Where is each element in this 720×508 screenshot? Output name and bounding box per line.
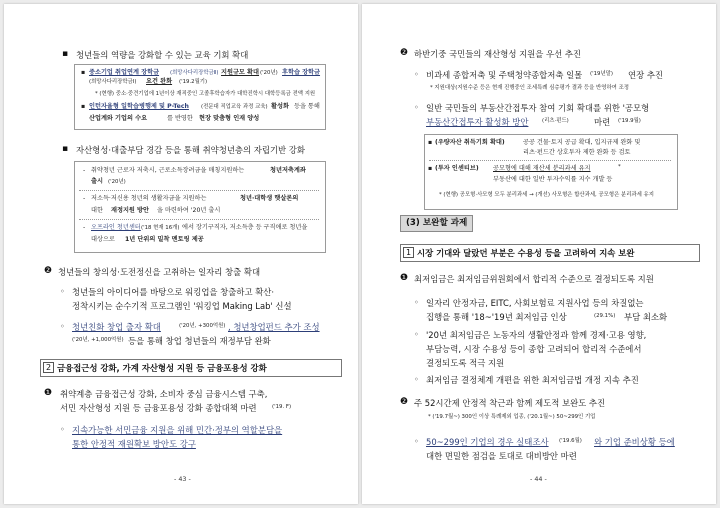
text-fragment: 을 마련하여 '20년 출시: [157, 207, 221, 214]
text-fragment: 지원규모 확대: [221, 69, 260, 76]
heading-creativity: 청년들의 창의성·도전정신을 고취하는 일자리 창출 확대: [58, 267, 261, 277]
text-fragment: (우량자산 취득기회 확대): [435, 139, 505, 146]
text-fragment: 후학습 장학금: [282, 69, 321, 76]
section-header-supplement: (3) 보완할 과제: [400, 215, 473, 232]
text-fragment: 공모형에 대해 재산세 분리과세 유지: [493, 165, 591, 172]
text-fragment: ▪: [81, 103, 86, 110]
text-fragment: 를 반영한: [167, 115, 193, 122]
text-fragment: ◦: [414, 330, 419, 339]
text-fragment: 청년·대학생 햇살론의: [240, 195, 299, 202]
text-fragment: ('19.6월): [559, 438, 582, 444]
text-fragment: ◦: [414, 103, 419, 112]
text-fragment: 출시: [91, 178, 103, 185]
text-fragment: ▪: [428, 165, 433, 172]
page-44: [362, 4, 716, 504]
text-fragment: 취약계층 금융접근성 강화, 소비자 중심 금융시스템 구축,: [60, 389, 268, 399]
text-fragment: ❶: [400, 273, 409, 283]
text-fragment: -: [83, 195, 86, 202]
text-fragment: 오프라인 청년센터: [91, 224, 141, 231]
text-fragment: ◦: [414, 298, 419, 307]
text-fragment: ◦: [60, 425, 65, 434]
text-fragment: ▪: [62, 144, 69, 154]
text-fragment: ❷: [400, 48, 409, 58]
text-fragment: 부동산에 대한 일반 투자수익률 지수 개발 등: [493, 176, 613, 183]
page-number: - 43 -: [174, 475, 191, 483]
text-fragment: 일반 국민들의 부동산간접투자 참여 기회 확대를 위한 '공모형: [426, 103, 650, 113]
page-number: - 44 -: [530, 475, 547, 483]
text-fragment: ('20년): [260, 70, 278, 76]
text-fragment: 서민 자산형성 지원 등 금융포용성 강화 종합대책 마련: [60, 403, 257, 413]
text-fragment: 금융접근성 강화, 가계 자산형성 지원 등 금융포용성 강화: [57, 363, 267, 373]
item-education: 청년들의 역량을 강화할 수 있는 교육 기회 확대: [76, 50, 249, 60]
info-box-education: [74, 64, 326, 130]
info-box-reit: [424, 134, 678, 210]
text-fragment: * (현행) 공모형·사모형 모두 분리과세 → (개선) 사모형은 합산과세, 공모형은 분리과세 유지: [439, 192, 654, 198]
text-fragment: ◦: [414, 70, 419, 79]
info-box-asset: [74, 161, 326, 253]
text-fragment: ◦: [60, 322, 65, 331]
bullet: ▪: [62, 49, 69, 59]
text-fragment: 부담능력, 시장 수용성 등이 종합 고려되어 합리적 수준에서: [426, 344, 642, 354]
heading-asset: 하반기중 국민들의 재산형성 지원을 우선 추진: [414, 49, 582, 59]
text-fragment: 연장 추진: [628, 70, 664, 80]
item-asset-formation: 자산형성·대출부담 경감 등을 통해 취약청년층의 자립기반 강화: [76, 145, 305, 155]
text-fragment: 일자리 안정자금, EITC, 사회보험료 지원사업 등의 차질없는: [426, 298, 644, 308]
text-fragment: (리츠·펀드): [542, 118, 569, 124]
text-fragment: 시장 기대와 달랐던 부분은 수용성 등을 고려하여 지속 보완: [417, 248, 635, 258]
text-fragment: 등을 통해: [294, 103, 320, 110]
text-fragment: 청년저축계좌: [270, 167, 306, 174]
text-fragment: 활성화: [271, 103, 289, 110]
text-fragment: *: [618, 164, 621, 170]
text-fragment: * ('19.7월~) 300인 이상 특례제외 업종, ('20.1월~) 50~299인 기업: [428, 414, 596, 420]
text-fragment: 최저임금 결정체계 개편을 위한 최저임금법 개정 지속 추진: [426, 375, 639, 385]
text-scholarship: 중소기업 취업연계 장학금: [89, 69, 160, 76]
text-fragment: 정착시키는 순수기적 프로그램인 '워킹업 Making Lab' 신설: [72, 301, 292, 311]
text-fragment: ('19.9월): [618, 118, 641, 124]
list-number: ❷: [44, 266, 53, 276]
text-fragment: , 청년창업펀드 추가 조성: [228, 322, 320, 332]
text-fragment: ('19년말): [590, 71, 613, 77]
text-fragment: -: [83, 167, 86, 174]
footnote-scholarship: * (현행) 중소·중견기업에 1년이상 재직중인 고졸후학습자가 대학진학시 대학등록금 전액 지원: [95, 91, 316, 97]
text-fragment: 대한: [91, 207, 103, 214]
text-fragment: ('20년, +1,000억원): [72, 337, 124, 343]
text-fragment: 결정되도록 적극 지원: [426, 358, 505, 368]
text-fragment: 공공 건물·토지 공급 확대, 입지규제 완화 및: [523, 139, 641, 146]
text-fragment: 청년들의 아이디어를 바탕으로 워킹업을 창출하고 확산·: [72, 287, 275, 297]
text-fragment: 요건 완화: [146, 78, 173, 85]
text-fragment: 저소득·저신용 청년의 생활자금을 지원하는: [91, 195, 207, 202]
text-fragment: (희망사다리장학금Ⅰ): [89, 79, 137, 85]
text-fragment: 현장 맞춤형 인재 양성: [199, 115, 260, 122]
text-fragment: (투자 인센티브): [435, 165, 479, 172]
text-fragment: 대상으로: [91, 236, 115, 243]
text-fragment: 부동산간접투자 활성화 방안: [426, 117, 529, 127]
text-fragment: 에서 장기구직자, 저소득층 등 구직애로 청년을: [182, 224, 308, 231]
page-43: [4, 4, 358, 504]
text-fragment: (전문대 직업교육 과정 교육): [201, 104, 268, 110]
text-fragment: ◦: [414, 437, 419, 446]
text-fragment: * 지원대상(지원수준 등은 현재 진행중인 조세특례 심층평가 결과 등을 반영하여 조정: [430, 85, 629, 91]
text-fragment: ('20년, +300억원): [179, 323, 226, 329]
text-fragment: 리츠·펀드간 상호투자 제한 완화 등 검토: [523, 149, 631, 156]
text-fragment: 집행을 통해 '18~'19년 최저임금 인상: [426, 312, 567, 322]
text-fragment: ('19. F): [272, 404, 292, 410]
text-fragment: 최저임금은 최저임금위원회에서 합리적 수준으로 결정되도록 지원: [414, 274, 654, 284]
text-fragment: 통한 안정적 재원확보 방안도 강구: [72, 439, 196, 449]
text-fragment: 비과세 종합저축 및 주택청약종합저축 일몰: [426, 70, 583, 80]
text-fragment: ◦: [414, 375, 419, 384]
text-fragment: 취약청년 근로자 저축시, 근로소득장려금을 매칭지원하는: [91, 167, 245, 174]
text-fragment: 마련: [594, 117, 611, 127]
text-fragment: ❶: [44, 388, 53, 398]
text-fragment: 등을 통해 창업 청년들의 재정부담 완화: [128, 336, 271, 346]
text-fragment: 주 52시간제 안정적 착근과 함께 제도적 보완도 추진: [414, 398, 606, 408]
text-fragment: 대한 면밀한 점검을 토대로 대비방안 마련: [426, 451, 577, 461]
text-fragment: ('20년): [108, 179, 126, 185]
text-fragment: 와 기업 준비상황 등에: [594, 437, 675, 447]
text-fragment: 청년친화 창업 출자 확대: [72, 322, 161, 332]
text-fragment: 50~299인 기업의 경우 실태조사: [426, 437, 549, 447]
text-fragment: (29.1%): [594, 313, 616, 319]
text-fragment: (희망사다리장학금Ⅱ): [170, 70, 219, 76]
text-fragment: ▪: [81, 69, 86, 76]
text-fragment: ◦: [60, 287, 65, 296]
text-fragment: -: [83, 224, 86, 231]
text-fragment: 지속가능한 서민금융 지원을 위해 민간·정부의 역할분담을: [72, 425, 283, 435]
text-fragment: 1년 단위의 밀착 멘토링 제공: [125, 236, 204, 243]
text-fragment: 부담 최소화: [624, 312, 668, 322]
text-fragment: ('19.2월기): [179, 79, 208, 85]
text-fragment: ('18 현재 16개): [141, 225, 180, 231]
section-header-finance: 2 금융접근성 강화, 가계 자산형성 지원 등 금융포용성 강화: [40, 359, 342, 377]
text-ptech: 인턴자율형 일학습병행제 및 P-Tech: [89, 103, 189, 110]
subsection-header: 1 시장 기대와 달랐던 부분은 수용성 등을 고려하여 지속 보완: [400, 244, 700, 262]
text-fragment: 재정지원 방안: [111, 207, 150, 214]
text-fragment: '20년 최저임금은 노동자의 생활안정과 함께 경제·고용 영향,: [426, 330, 647, 340]
text-fragment: 산업계와 기업의 수요: [89, 115, 148, 122]
text-fragment: ❷: [400, 397, 409, 407]
text-fragment: ▪: [428, 139, 433, 146]
